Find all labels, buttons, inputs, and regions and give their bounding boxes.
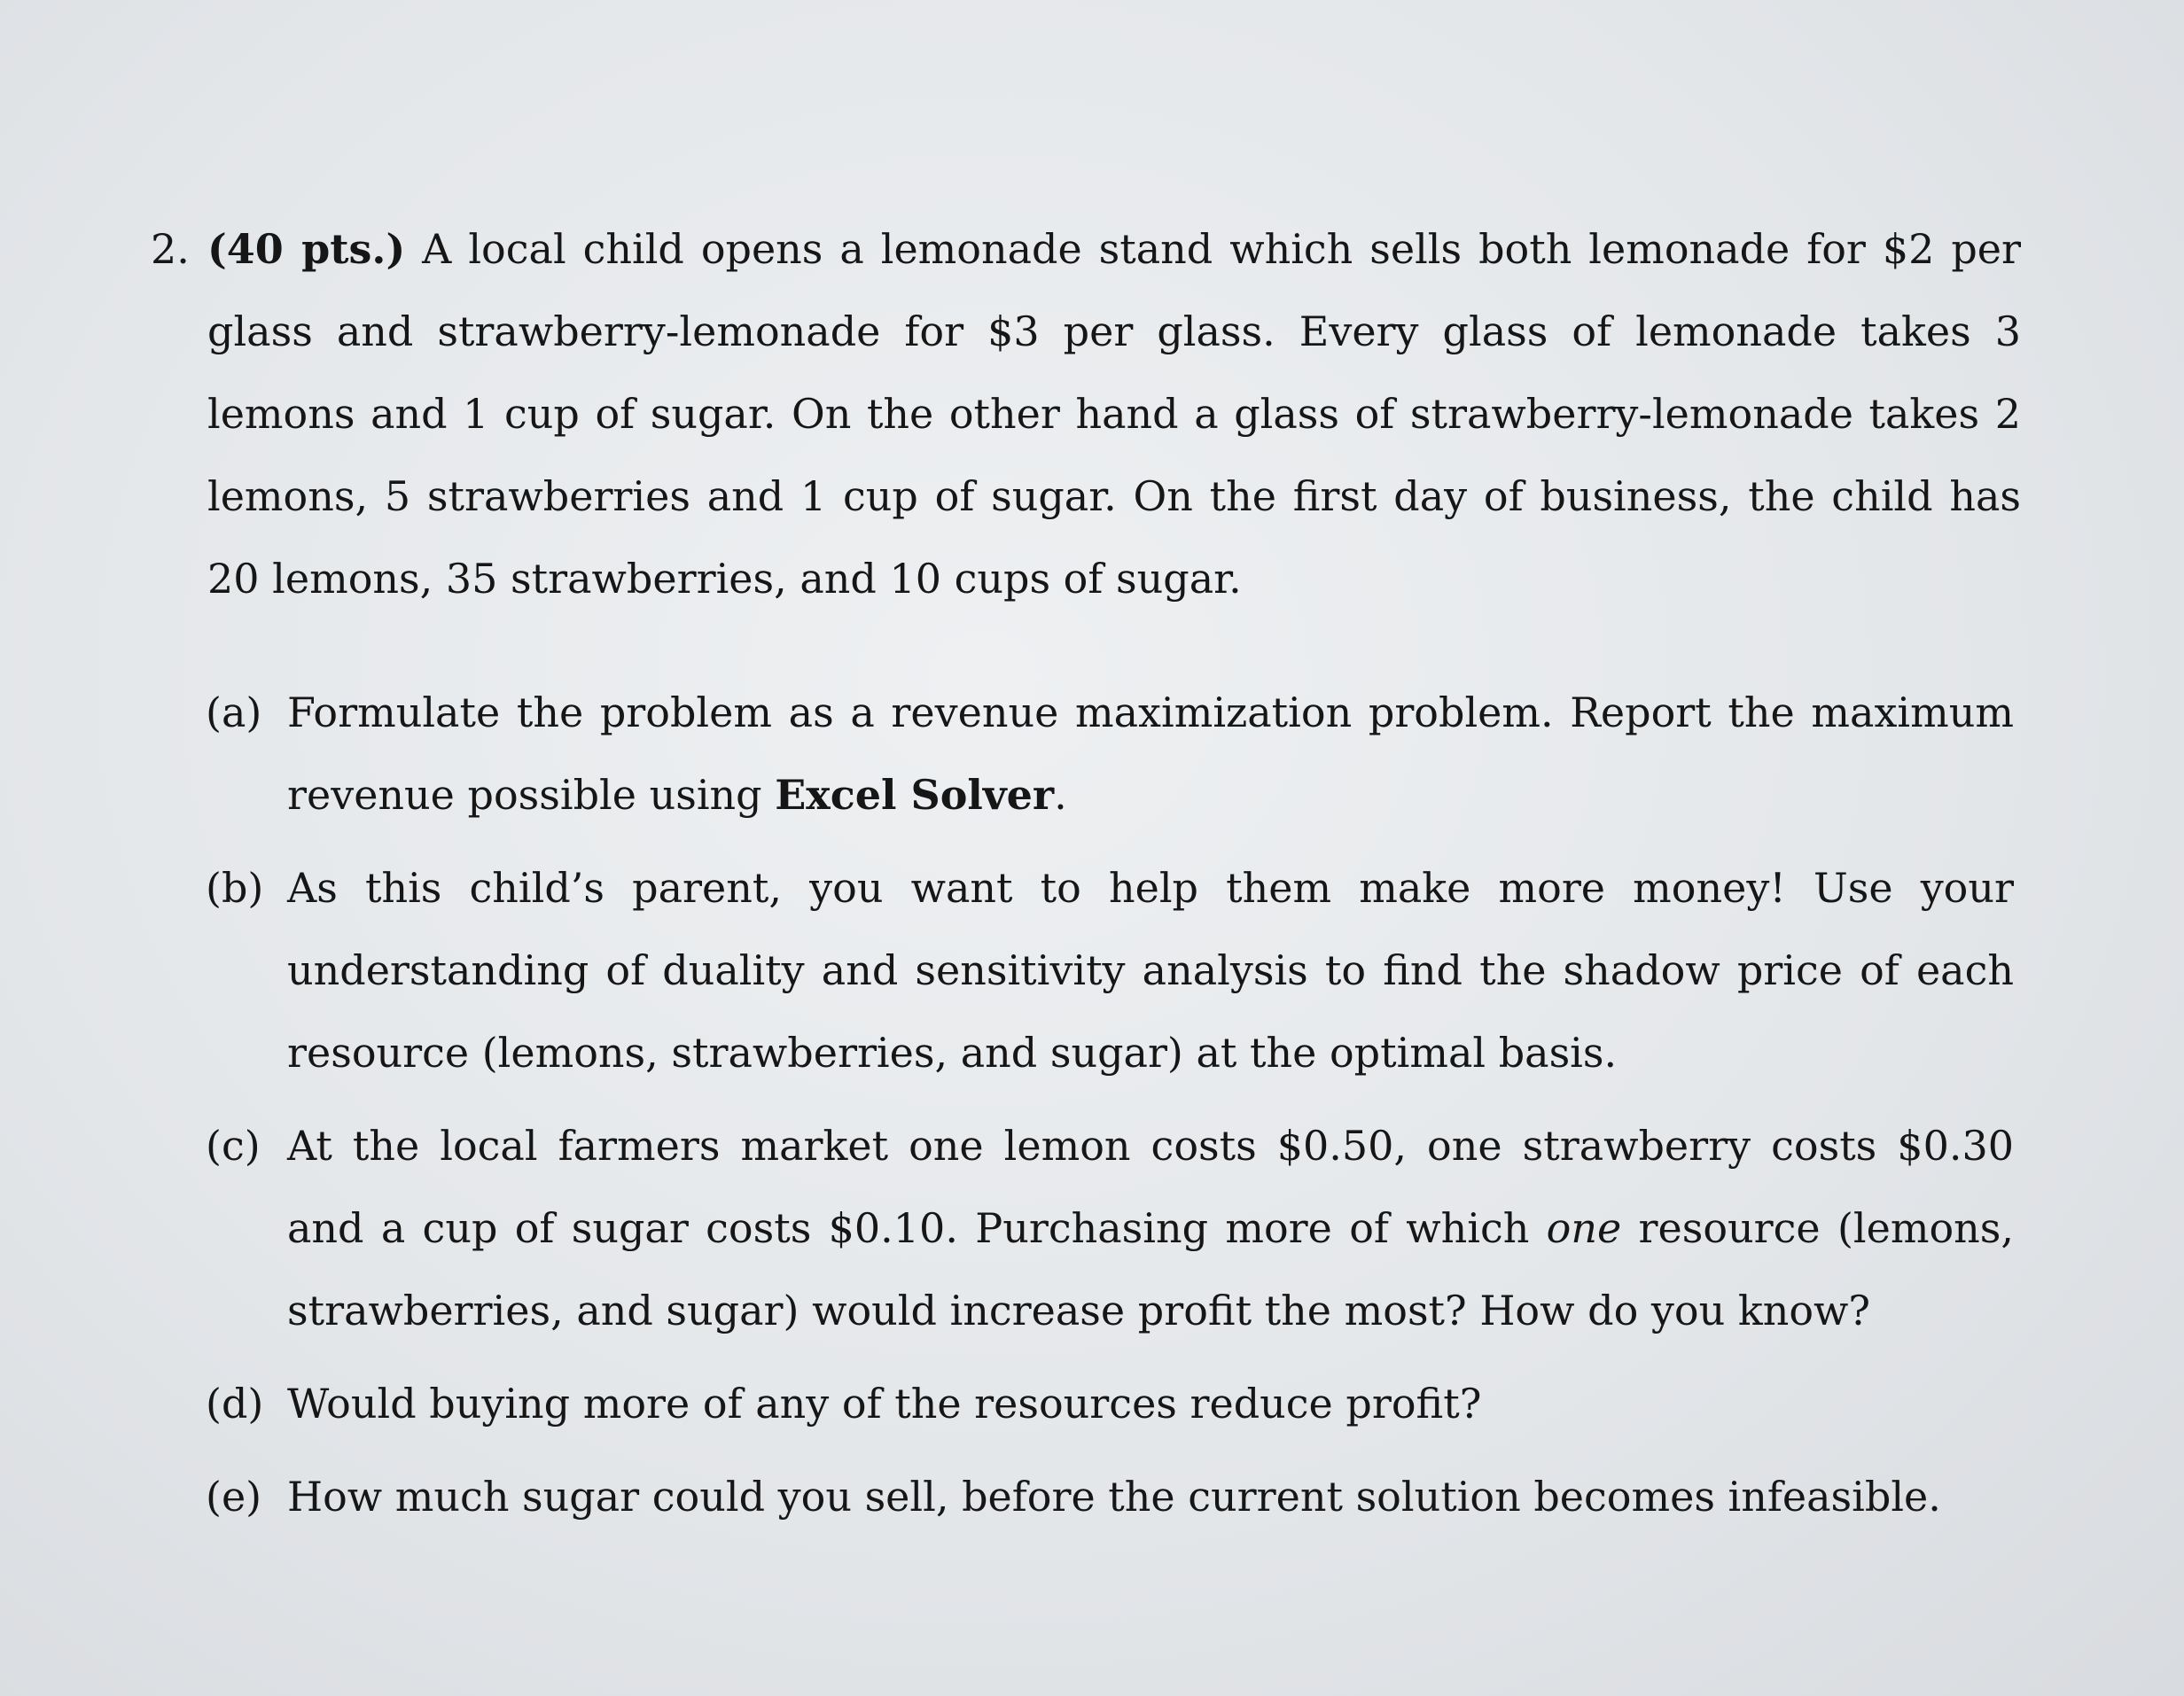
- problem-text: A local child opens a lemonade stand which sells both lemonade for $2 per glass and strawberry-lemonade for $3 per glass. Every glass of lemonade takes 3 lemons and 1 cup of sugar. On the other hand a glass of strawberry-lemonade takes 2 lemons, 5 strawberries and 1 cup of sugar. On the first day of business, the child has 20 lemons, 35 strawberries, and 10 cups of sugar.: [207, 225, 2021, 603]
- part-c-text-main: At the local farmers market one lemon costs $0.50, one strawberry costs $0.30 and a cup of sugar costs $0.10. Purchasing more of which: [287, 1122, 2014, 1252]
- part-e: [206, 1456, 2014, 1538]
- part-e-label: (e): [206, 1473, 262, 1521]
- part-a-label: (a): [206, 689, 262, 736]
- problem-statement: [207, 208, 2021, 620]
- part-b-text: As this child’s parent, you want to help them make more money! Use your understanding of duality and sensitivity analysis to find the shadow price of each resource (lemons, strawberries, and sugar) at the optimal basis.: [287, 864, 2014, 1077]
- part-c-text: [287, 1105, 2014, 1352]
- part-a-text-end: .: [1054, 771, 1067, 819]
- part-a-text-main: Formulate the problem as a revenue maximization problem. Report the maximum revenue possible using: [287, 689, 2014, 819]
- part-c: [206, 1105, 2014, 1352]
- part-c-label: (c): [206, 1122, 261, 1170]
- excel-solver-term: Excel Solver: [775, 771, 1055, 819]
- part-b-label: (b): [206, 864, 264, 912]
- part-d-label: (d): [206, 1380, 264, 1428]
- one-emphasis: one: [1546, 1204, 1622, 1252]
- part-b: [206, 847, 2014, 1094]
- part-a: [206, 672, 2014, 836]
- sub-questions: [206, 672, 2014, 1549]
- part-e-text: How much sugar could you sell, before the current solution becomes infeasible.: [287, 1473, 1941, 1521]
- part-d-text: Would buying more of any of the resources reduce profit?: [287, 1380, 1482, 1428]
- part-c-text-end: resource (lemons, strawberries, and sugar) would increase profit the most? How do you know?: [287, 1204, 2015, 1334]
- problem-number: 2.: [151, 225, 190, 273]
- part-a-text: [287, 672, 2014, 836]
- problem-points: (40 pts.): [207, 225, 406, 273]
- part-d: [206, 1363, 2014, 1445]
- problem-2: [151, 208, 2021, 620]
